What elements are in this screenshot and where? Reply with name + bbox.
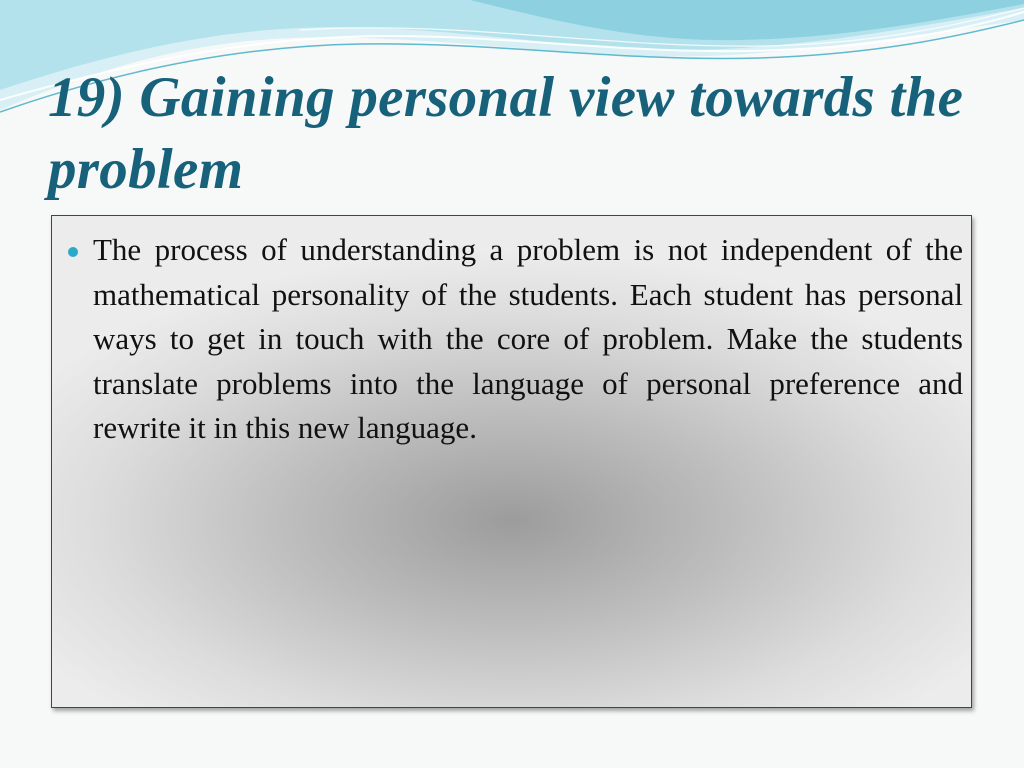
content-box — [51, 215, 972, 708]
bullet-text: The process of understanding a problem is not independent of the mathematical personality of the students. Each student has personal ways to get in touch with the core of problem. Make the students translate problems into the language of personal preference and rewrite it in this new language. — [93, 232, 963, 445]
bullet-dot-icon — [68, 247, 78, 257]
slide-title: 19) Gaining personal view towards the problem — [48, 66, 964, 201]
